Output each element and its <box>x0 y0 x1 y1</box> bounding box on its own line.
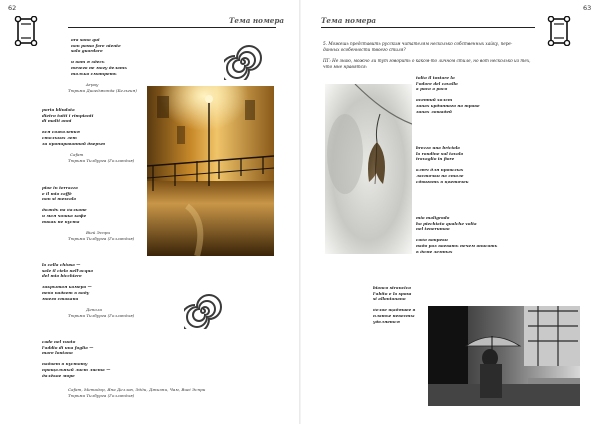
poem-line: небо падает в воду <box>42 289 90 295</box>
poem-line: l'abito e la sposa <box>373 290 412 296</box>
haiku-poem <box>416 75 480 114</box>
poem-line: белое щадяшее в <box>373 307 416 313</box>
poem-line: di molti anni <box>42 118 72 124</box>
poem-line: ничего не могу делать <box>71 64 127 70</box>
poem-line: tolto il tostare lo <box>416 75 455 80</box>
poem-line: mare lontano <box>42 350 73 356</box>
poem-line: сабо вопреки <box>416 237 448 243</box>
haiku-poem <box>373 285 415 324</box>
poem-line: travaglio in fiore <box>416 156 455 162</box>
poem-author: Arpay <box>86 82 99 87</box>
poem-line: e il mio caffè <box>42 190 72 196</box>
haiku-poem <box>416 145 468 184</box>
poem-line: la cella chiusa — <box>42 262 81 267</box>
poem-line: non posso fare niente <box>71 42 121 48</box>
poem-line: a poco a poco <box>416 86 448 92</box>
intro-line: 5. Можешь представить русским читателям несколько собственных хайку, пере- <box>323 41 513 46</box>
poem-line: платье невесты <box>373 312 415 318</box>
scroll-ornament-icon <box>14 16 38 46</box>
poem-line: l'odore del cavallo <box>416 80 458 86</box>
poem-author: Cafam, Метадор, Яна Деллов, Эдди, Джизни, Чам, Виеi Эспри <box>68 387 206 392</box>
poem-line: del mio bicchiere <box>42 273 82 279</box>
poem-line: l'addio di una foglia — <box>42 344 94 350</box>
intro-line: данных особенности твоего стиля? <box>323 46 406 52</box>
poem-source: Тюрьма Диоеджонда (Бельгия) <box>68 88 137 93</box>
poem-line: ключ для прошлых <box>416 167 464 173</box>
right-page-number: 63 <box>583 4 592 12</box>
poem-line: прощальный лист листа — <box>42 366 111 372</box>
poem-line: porta blindata <box>42 107 75 112</box>
poem-line: и вот я здесь <box>71 59 105 65</box>
interview-question <box>323 41 553 70</box>
intro-line: что мне нравятся: <box>323 64 368 70</box>
rainy-street-photo <box>147 86 274 256</box>
haiku-poem <box>42 339 110 378</box>
poem-source: Тюрьма Тилбурга (Голландия) <box>68 158 135 163</box>
poem-line: la rondine sul tavolo <box>416 150 464 156</box>
poem-line: дождь на балконе <box>42 207 87 213</box>
poem-line: сдвигать в цветочек <box>416 178 469 184</box>
poem-line: ora sono qui <box>71 37 100 42</box>
poem-line: удаляется <box>373 318 400 324</box>
left-header-rule <box>68 27 276 28</box>
umbrella-street-photo <box>428 306 580 406</box>
poem-line: ласточки на столе <box>416 172 464 178</box>
poem-source: Тюрьма Тилбурга (Голландия) <box>68 393 135 398</box>
poem-line: моего стакана <box>42 295 79 301</box>
spine-gutter <box>299 0 301 424</box>
haiku-poem <box>71 37 127 76</box>
poem-line: brezza una briciola <box>416 145 460 150</box>
poem-line: вся сожаления <box>42 129 80 135</box>
dry-leaf-photo <box>325 84 412 254</box>
poem-line: запах лошадей <box>416 108 452 114</box>
poem-line: за бронированной дверью <box>42 140 106 146</box>
haiku-poem <box>42 262 93 301</box>
haiku-poem <box>42 107 105 146</box>
poem-line: pioe in terrazza <box>42 185 78 190</box>
poem-line: только смотреть <box>71 70 117 76</box>
poem-line: non si mescola <box>42 196 77 202</box>
haiku-poem <box>416 215 497 254</box>
poem-line: nel tenerumoo <box>416 226 450 232</box>
poem-author: Cafam <box>70 152 84 157</box>
poem-line: ho piechiato qualche volta <box>416 220 477 226</box>
poem-line: и мая чашка кофе <box>42 212 87 218</box>
poem-line: стольких лет <box>42 134 77 140</box>
poem-line: надо раз воевать нечем описать <box>416 242 498 248</box>
left-page-number: 62 <box>8 4 17 12</box>
poem-author: Віей Эспри <box>86 230 110 235</box>
poem-line: cade nel vuoto <box>42 339 76 344</box>
poem-line: bianco strancico <box>373 285 411 290</box>
poem-line: падает в пустоту <box>42 361 88 367</box>
poem-line: mio maligrado <box>416 215 450 220</box>
poem-line: никак не пуста <box>42 218 80 224</box>
haiku-poem <box>42 185 87 224</box>
poem-line: закрытая камера — <box>42 284 92 290</box>
poem-line: осенний холст <box>416 97 453 103</box>
poem-author: Депола <box>86 307 102 312</box>
spiral-ornament-icon <box>224 44 262 80</box>
poem-line: dietro tutti i rimpianti <box>42 112 94 118</box>
left-rubric: Тема номера <box>229 16 285 25</box>
intro-line: ПГ: Не знаю, можно ли тут говорить о каком-то личном стиле, но вот несколько из тех, <box>323 58 531 64</box>
right-rubric: Тема номера <box>321 16 377 25</box>
poem-line: solo guardare <box>71 48 103 54</box>
poem-line: запах крдинного на траве <box>416 102 480 108</box>
poem-line: sale il cielo nell'acqua <box>42 267 94 273</box>
poem-line: si allontanano <box>373 296 406 302</box>
poem-source: Тюрьма Тилбурга (Голландия) <box>68 313 135 318</box>
poem-source: Тюрьма Тилбурга (Голландия) <box>68 236 135 241</box>
spiral-ornament-icon <box>184 293 222 329</box>
poem-line: в доме земных <box>416 248 453 254</box>
right-header-rule <box>321 27 535 28</box>
poem-line: далёкое море <box>42 372 75 378</box>
